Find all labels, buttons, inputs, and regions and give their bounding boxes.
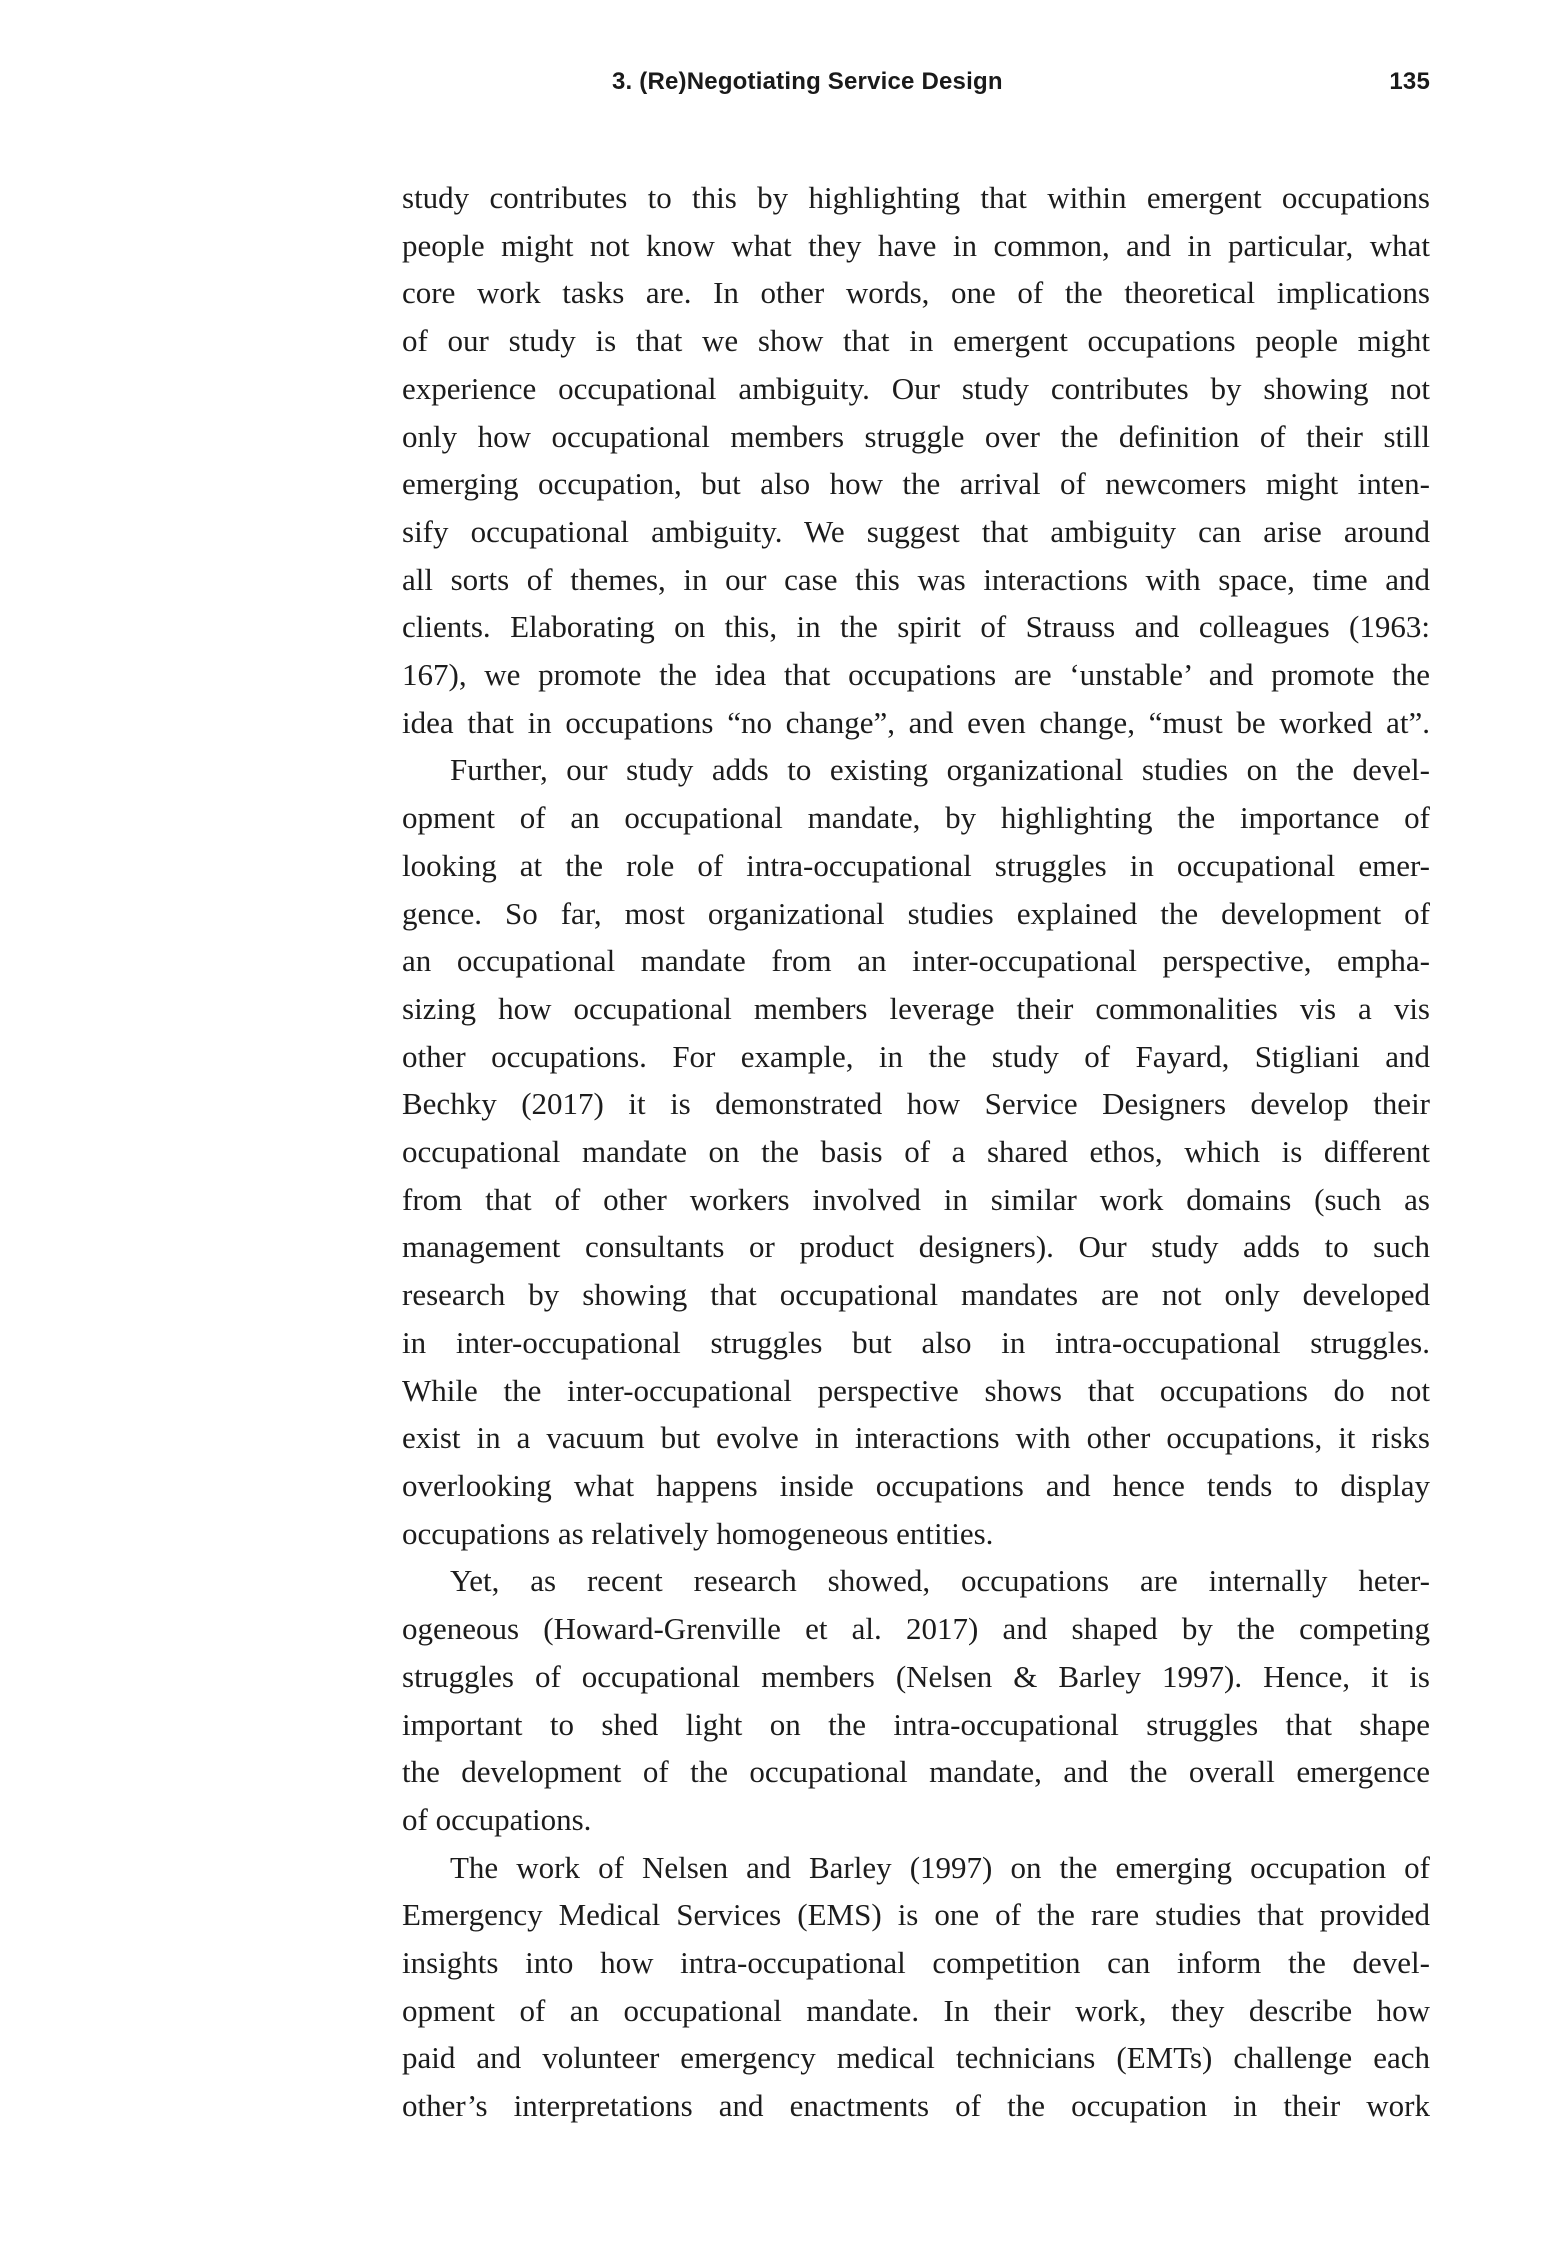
text-line: The work of Nelsen and Barley (1997) on the emerging occupation of — [450, 1849, 1430, 1885]
text-line: paid and volunteer emergency medical technicians (EMTs) challenge each — [402, 2040, 1430, 2076]
page-number: 135 — [1389, 68, 1430, 95]
text-line: ogeneous (Howard-Grenville et al. 2017) and shaped by the competing — [402, 1611, 1430, 1647]
text-line: Emergency Medical Services (EMS) is one of the rare studies that provided — [402, 1897, 1430, 1933]
body-text — [402, 174, 1430, 2130]
paragraph-1 — [402, 174, 1430, 746]
text-line: core work tasks are. In other words, one of the theoretical implications — [402, 275, 1430, 311]
text-line: research by showing that occupational mandates are not only developed — [402, 1277, 1430, 1313]
text-line: exist in a vacuum but evolve in interactions with other occupations, it risks — [402, 1420, 1430, 1456]
text-line: opment of an occupational mandate. In their work, they describe how — [402, 1992, 1430, 2028]
paragraph-4 — [402, 1844, 1430, 2130]
text-line: overlooking what happens inside occupations and hence tends to display — [402, 1467, 1430, 1503]
text-line: an occupational mandate from an inter-occupational perspective, empha- — [402, 943, 1430, 979]
text-line: important to shed light on the intra-occupational struggles that shape — [402, 1706, 1430, 1742]
text-line: occupations as relatively homogeneous entities. — [402, 1515, 994, 1551]
text-line: in inter-occupational struggles but also in intra-occupational struggles. — [402, 1324, 1430, 1360]
text-line: people might not know what they have in common, and in particular, what — [402, 227, 1430, 263]
paragraph-3 — [402, 1557, 1430, 1843]
text-line: While the inter-occupational perspective shows that occupations do not — [402, 1372, 1430, 1408]
text-line: Bechky (2017) it is demonstrated how Service Designers develop their — [402, 1086, 1430, 1122]
text-line: Yet, as recent research showed, occupations are internally heter- — [450, 1563, 1430, 1599]
text-line: of occupations. — [402, 1801, 592, 1837]
text-line: of our study is that we show that in emergent occupations people might — [402, 323, 1430, 359]
paragraph-2 — [402, 746, 1430, 1557]
text-line: study contributes to this by highlighting that within emergent occupations — [402, 180, 1430, 215]
text-line: sizing how occupational members leverage their commonalities vis a vis — [402, 990, 1430, 1026]
text-line: idea that in occupations “no change”, and even change, “must be worked at”. — [402, 704, 1430, 740]
text-line: experience occupational ambiguity. Our study contributes by showing not — [402, 370, 1430, 406]
text-line: from that of other workers involved in similar work domains (such as — [402, 1181, 1430, 1217]
text-line: opment of an occupational mandate, by highlighting the importance of — [402, 800, 1430, 836]
text-line: struggles of occupational members (Nelsen & Barley 1997). Hence, it is — [402, 1658, 1430, 1694]
text-line: only how occupational members struggle over the definition of their still — [402, 418, 1430, 454]
text-line: looking at the role of intra-occupational struggles in occupational emer- — [402, 847, 1430, 883]
text-line: gence. So far, most organizational studies explained the development of — [402, 895, 1430, 931]
text-line: all sorts of themes, in our case this was interactions with space, time and — [402, 561, 1430, 597]
text-line: occupational mandate on the basis of a shared ethos, which is different — [402, 1134, 1430, 1170]
text-line: the development of the occupational mandate, and the overall emergence — [402, 1754, 1430, 1790]
text-line: 167), we promote the idea that occupations are ‘unstable’ and promote the — [402, 657, 1430, 693]
running-head — [402, 68, 1430, 108]
text-line: sify occupational ambiguity. We suggest that ambiguity can arise around — [402, 513, 1430, 549]
running-head-title: 3. (Re)Negotiating Service Design — [612, 68, 1003, 95]
text-line: emerging occupation, but also how the arrival of newcomers might inten- — [402, 466, 1430, 502]
text-line: management consultants or product designers). Our study adds to such — [402, 1229, 1430, 1265]
text-line: insights into how intra-occupational competition can inform the devel- — [402, 1945, 1430, 1981]
text-line: other’s interpretations and enactments of the occupation in their work — [402, 2088, 1430, 2124]
text-line: other occupations. For example, in the study of Fayard, Stigliani and — [402, 1038, 1430, 1074]
text-line: Further, our study adds to existing organizational studies on the devel- — [450, 752, 1430, 788]
text-line: clients. Elaborating on this, in the spirit of Strauss and colleagues (1963: — [402, 609, 1430, 645]
